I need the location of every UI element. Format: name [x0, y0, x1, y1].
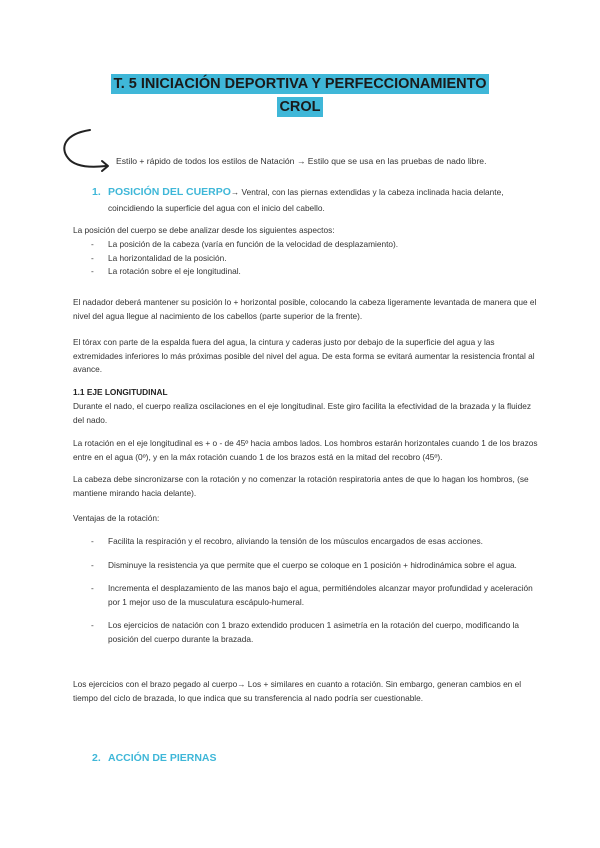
advantages-list: [73, 535, 543, 646]
curved-arrow-icon: [58, 128, 118, 176]
section-1-title: POSICIÓN DEL CUERPO: [108, 186, 231, 198]
rotation-paragraph-2: La rotación en el eje longitudinal es + o - de 45º hacia ambos lados. Los hombros estarán horizontales cuando 1 de los brazos entre en el agua (0º), y en la máx rotación cuando 1 de los brazos está en la mitad del recobro (45º).: [73, 438, 538, 462]
list-item: - La posición de la cabeza (varía en función de la velocidad de desplazamiento).: [91, 239, 399, 249]
aspects-list: [73, 238, 543, 279]
rotation-paragraph-1: Durante el nado, el cuerpo realiza oscilaciones en el eje longitudinal. Este giro facilita la efectividad de la brazada y la fluidez del nado.: [73, 401, 531, 425]
rotation-paragraph-3: La cabeza debe sincronizarse con la rotación y no comenzar la rotación respiratoria antes de que lo hagan los hombros, (se mantiene mirando hacia delante).: [73, 474, 529, 498]
section-1-number: 1.: [92, 186, 101, 198]
list-item: - La rotación sobre el eje longitudinal.: [91, 266, 241, 276]
closing-paragraph: Los ejercicios con el brazo pegado al cuerpo→ Los + similares en cuanto a rotación. Sin embargo, generan cambios en el tiempo del ciclo de brazada, lo que indica que su transferencia al nado podría ser cuestionable.: [73, 679, 522, 703]
swimmer-paragraph: El nadador deberá mantener su posición lo + horizontal posible, colocando la cabeza ligeramente levantada de manera que el nivel del agua llegue al nacimiento de los cabellos (parte superior de la frente).: [73, 297, 537, 321]
advantages-label: Ventajas de la rotación:: [73, 513, 160, 523]
document-title-line-2: CROL: [279, 99, 321, 115]
analysis-paragraph: La posición del cuerpo se debe analizar desde los siguientes aspectos:: [73, 225, 335, 235]
list-item: - La horizontalidad de la posición.: [91, 252, 227, 263]
section-1-heading-tail: → Ventral, con las piernas extendidas y la cabeza inclinada hacia delante,: [230, 187, 504, 197]
intro-text: Estilo + rápido de todos los estilos de Natación → Estilo que se usa en las pruebas de nado libre.: [116, 156, 487, 166]
list-item: - Incrementa el desplazamiento de las manos bajo el agua, permitiéndoles alcanzar mayor profundidad y aceleración por 1 mejor uso de la musculatura escápulo-humeral.: [91, 583, 533, 607]
section-1-heading: [92, 186, 504, 198]
list-item: - Disminuye la resistencia ya que permite que el cuerpo se coloque en 1 posición + hidrodinámica sobre el agua.: [91, 559, 517, 570]
title-line-2-wrap: [0, 97, 600, 117]
document-title-line-1: T. 5 INICIACIÓN DEPORTIVA Y PERFECCIONAMIENTO: [113, 76, 487, 92]
list-item: - Facilita la respiración y el recobro, aliviando la tensión de los músculos encargados de esas acciones.: [91, 536, 483, 546]
section-2-number: 2.: [92, 752, 101, 764]
subsection-1-1-heading: 1.1 EJE LONGITUDINAL: [73, 387, 168, 397]
section-1-subline: coincidiendo la superficie del agua con el inicio del cabello.: [108, 203, 325, 213]
title-line-1-wrap: [0, 74, 600, 94]
torso-paragraph: El tórax con parte de la espalda fuera del agua, la cintura y caderas justo por debajo de la superficie del agua y las extremidades inferiores lo más próximas posible del nivel del agua. De esta forma se evitará aumentar la resistencia frontal al avance.: [73, 337, 535, 374]
section-2-heading: [92, 752, 217, 764]
section-2-title: ACCIÓN DE PIERNAS: [108, 752, 217, 764]
list-item: - Los ejercicios de natación con 1 brazo extendido producen 1 asimetría en la rotación del cuerpo, modificando la posición del cuerpo durante la brazada.: [91, 620, 519, 644]
